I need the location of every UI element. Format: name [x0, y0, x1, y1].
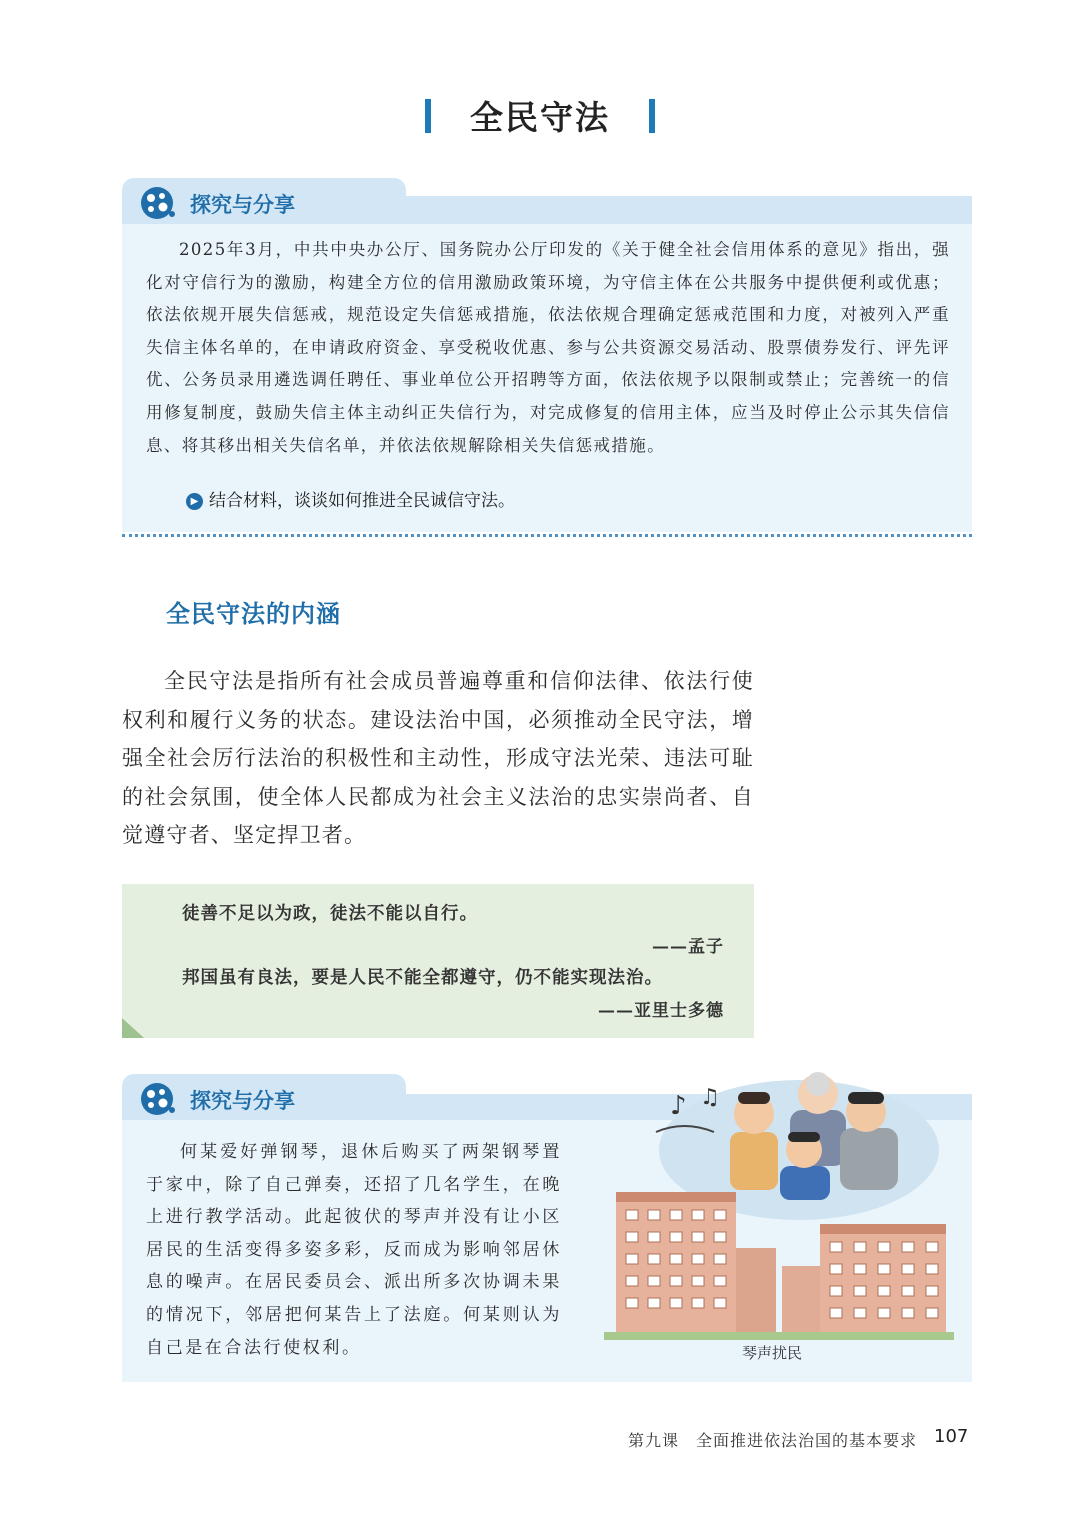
page-number: 107 [934, 1426, 969, 1447]
page-title: 全民守法 [470, 98, 610, 137]
question-text: 结合材料，谈谈如何推进全民诚信守法。 [209, 491, 515, 511]
dotted-divider [122, 534, 972, 537]
explore-icon [138, 184, 176, 222]
section-title: 全民守法的内涵 [166, 599, 341, 628]
explore-label-1: 探究与分享 [190, 193, 295, 217]
svg-text:♫: ♫ [700, 1085, 720, 1110]
illustration-caption: 琴声扰民 [742, 1344, 803, 1362]
discussion-question [186, 486, 515, 511]
explore-2-text: 何某爱好弹钢琴，退休后购买了两架钢琴置于家中，除了自己弹奏，还招了几名学生，在晚上进行教学活动。此起彼伏的琴声并没有让小区居民的生活变得多姿多彩，反而成为影响邻居休息的噪声。在居民委员会、派出所多次协调未果的情况下，邻居把何某告上了法庭。何某则认为自己是在合法行使权利。 [146, 1142, 562, 1358]
explore-icon [138, 1080, 176, 1118]
explore-1-text: 2025年3月，中共中央办公厅、国务院办公厅印发的《关于健全社会信用体系的意见》指出，强化对守信行为的激励，构建全方位的信用激励政策环境，为守信主体在公共服务中提供便利或优惠；依法依规开展失信惩戒，规范设定失信惩戒措施，依法依规合理确定惩戒范围和力度，对被列入严重失信主体名单的，在申请政府资金、享受税收优惠、参与公共资源交易活动、股票债券发行、评先评优、公务员录用遴选调任聘任、事业单位公开招聘等方面，依法依规予以限制或禁止；完善统一的信用修复制度，鼓励失信主体主动纠正失信行为，对完成修复的信用主体，应当及时停止公示其失信信息、将其移出相关失信名单，并依法依规解除相关失信惩戒措施。 [146, 240, 950, 455]
play-arrow-icon: ▶ [186, 493, 203, 510]
quote-1-author: ——孟子 [652, 937, 724, 957]
quote-fold-corner [122, 1018, 144, 1038]
page-header [0, 92, 1080, 139]
quote-2-author: ——亚里士多德 [598, 1001, 724, 1021]
piano-noise-illustration [604, 1070, 954, 1340]
footer-lesson: 第九课 全面推进依法治国的基本要求 [628, 1431, 918, 1450]
explore-label-2: 探究与分享 [190, 1089, 295, 1113]
quote-1-text: 徒善不足以为政，徒法不能以自行。 [182, 904, 478, 924]
title-left-bar [425, 99, 431, 133]
section-paragraph: 全民守法是指所有社会成员普遍尊重和信仰法律、依法行使权利和履行义务的状态。建设法治中国，必须推动全民守法，增强全社会厉行法治的积极性和主动性，形成守法光荣、违法可耻的社会氛围，使全体人民都成为社会主义法治的忠实崇尚者、自觉遵守者、坚定捍卫者。 [122, 669, 754, 848]
svg-text:♪: ♪ [670, 1091, 687, 1121]
title-right-bar [649, 99, 655, 133]
quote-2-text: 邦国虽有良法，要是人民不能全都遵守，仍不能实现法治。 [182, 968, 663, 988]
